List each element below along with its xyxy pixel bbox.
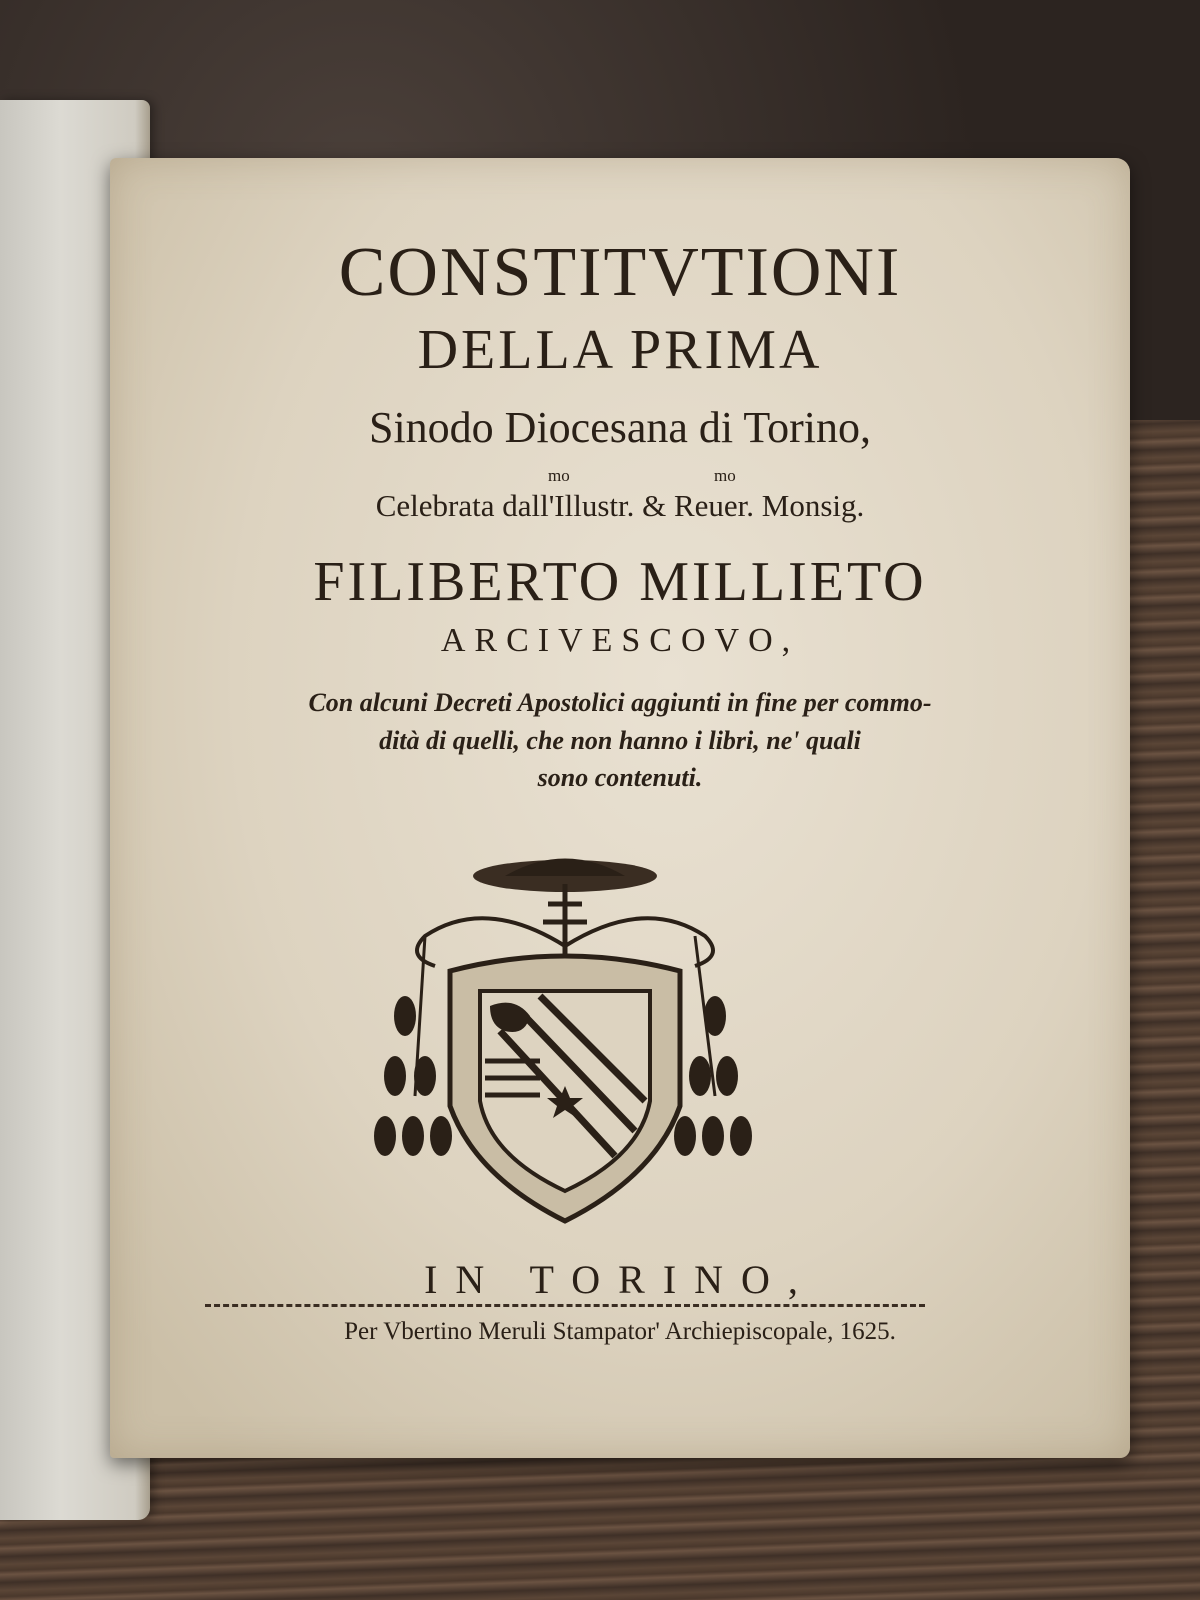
author-title: ARCIVESCOVO,: [440, 622, 800, 659]
superscript-mo-2: mo: [714, 466, 736, 485]
title-line-1: CONSTITVTIONI: [338, 234, 902, 311]
subtitle-line-1: Con alcuni Decreti Apostolici aggiunti in fine per commo-: [308, 688, 932, 717]
author-name: FILIBERTO MILLIETO: [313, 551, 927, 613]
title-line-2: DELLA PRIMA: [417, 319, 823, 381]
coat-of-arms-icon: [365, 846, 765, 1246]
imprint-place: IN TORINO,: [424, 1257, 816, 1302]
superscript-mo-1: mo: [548, 466, 570, 485]
title-line-4: Celebrata dall'Illustr. & Reuer. Monsig.: [375, 488, 865, 523]
title-page: [110, 158, 1130, 1458]
imprint-rule: [205, 1304, 925, 1307]
subtitle-line-3: sono contenuti.: [537, 763, 703, 792]
title-line-3: Sinodo Diocesana di Torino,: [368, 403, 872, 452]
imprint-printer: Per Vbertino Meruli Stampator' Archiepiscopale, 1625.: [344, 1318, 896, 1345]
subtitle-line-2: dità di quelli, che non hanno i libri, ne' quali: [379, 726, 861, 755]
